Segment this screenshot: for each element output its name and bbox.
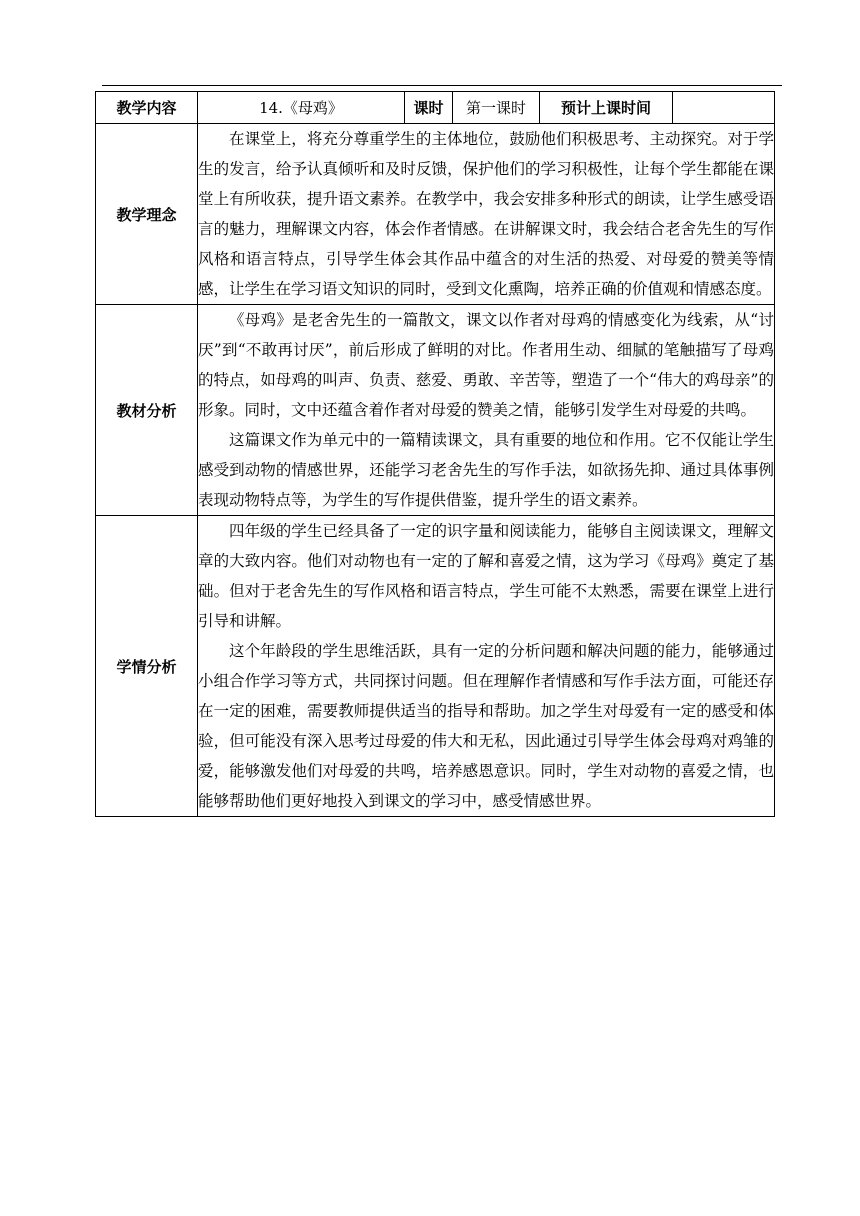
- section-row-student-analysis: [96, 516, 775, 817]
- section-label: 教学理念: [96, 124, 198, 305]
- section-paragraph: 四年级的学生已经具备了一定的识字量和阅读能力，能够自主阅读课文，理解文章的大致内容。他们对动物也有一定的了解和喜爱之情，这为学习《母鸡》奠定了基础。但对于老舍先生的写作风格和语言特点，学生可能不太熟悉，需要在课堂上进行引导和讲解。: [198, 522, 774, 630]
- period-label: 课时: [405, 92, 453, 124]
- section-paragraph: 这篇课文作为单元中的一篇精读课文，具有重要的地位和作用。它不仅能让学生感受到动物的情感世界，还能学习老舍先生的写作手法，如欲扬先抑、通过具体事例表现动物特点等，为学生的写作提供借鉴，提升学生的语文素养。: [198, 431, 774, 509]
- schedule-label: 预计上课时间: [540, 92, 673, 124]
- section-paragraph: 《母鸡》是老舍先生的一篇散文，课文以作者对母鸡的情感变化为线索，从“讨厌”到“不敢再讨厌”，前后形成了鲜明的对比。作者用生动、细腻的笔触描写了母鸡的特点，如母鸡的叫声、负责、慈爱、勇敢、辛苦等，塑造了一个“伟大的鸡母亲”的形象。同时，文中还蕴含着作者对母爱的赞美之情，能够引发学生对母爱的共鸣。: [198, 311, 774, 419]
- section-row-teaching-philosophy: [96, 124, 775, 305]
- content-label: 教学内容: [96, 92, 198, 124]
- section-label: 学情分析: [96, 516, 198, 817]
- section-paragraph: 这个年龄段的学生思维活跃，具有一定的分析问题和解决问题的能力，能够通过小组合作学习等方式，共同探讨问题。但在理解作者情感和写作手法方面，可能还存在一定的困难，需要教师提供适当的指导和帮助。加之学生对母爱有一定的感受和体验，但可能没有深入思考过母爱的伟大和无私，因此通过引导学生体会母鸡对鸡雏的爱，能够激发他们对母爱的共鸣，培养感恩意识。同时，学生对动物的喜爱之情，也能够帮助他们更好地投入到课文的学习中，感受情感世界。: [198, 642, 774, 810]
- schedule-value: [673, 92, 775, 124]
- section-body: [198, 516, 775, 817]
- section-paragraph: 在课堂上，将充分尊重学生的主体地位，鼓励他们积极思考、主动探究。对于学生的发言，给予认真倾听和及时反馈，保护他们的学习积极性，让每个学生都能在课堂上有所收获，提升语文素养。在教学中，我会安排多种形式的朗读，让学生感受语言的魅力，理解课文内容，体会作者情感。在讲解课文时，我会结合老舍先生的写作风格和语言特点，引导学生体会其作品中蕴含的对生活的热爱、对母爱的赞美等情感，让学生在学习语文知识的同时，受到文化熏陶，培养正确的价值观和情感态度。: [198, 130, 774, 298]
- section-body: [198, 124, 775, 305]
- header-row: [96, 92, 775, 124]
- section-body: [198, 305, 775, 516]
- section-label: 教材分析: [96, 305, 198, 516]
- header-rule: [102, 85, 782, 86]
- period-value: 第一课时: [453, 92, 540, 124]
- lesson-title: 14.《母鸡》: [198, 92, 405, 124]
- lesson-plan-table: [95, 91, 775, 817]
- section-row-textbook-analysis: [96, 305, 775, 516]
